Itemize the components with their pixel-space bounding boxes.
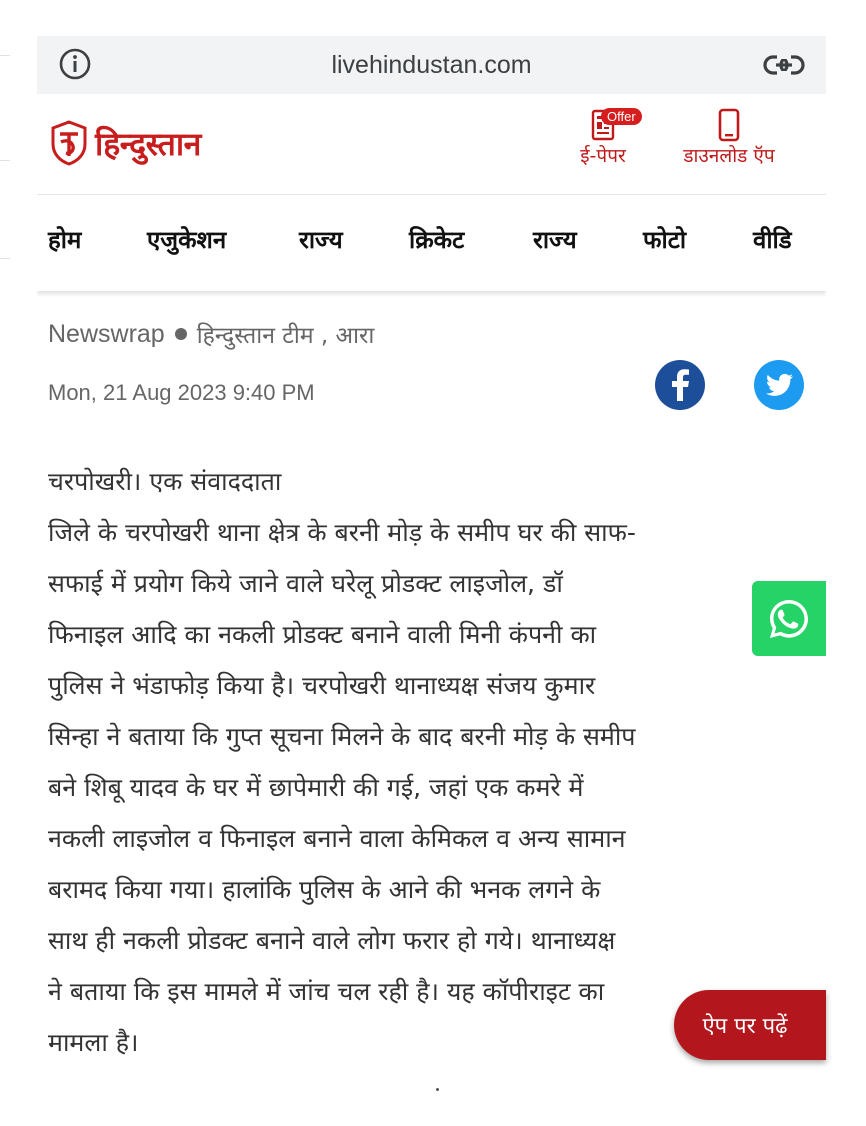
publish-date: Mon, 21 Aug 2023 9:40 PM <box>48 380 315 405</box>
article-line: मामला है। <box>48 1028 139 1057</box>
nav-item-state[interactable]: राज्य <box>299 226 343 254</box>
site-header <box>37 94 826 195</box>
nav-item-state-2[interactable]: राज्य <box>533 226 577 254</box>
nav-bar <box>37 195 826 291</box>
article-line: सिन्हा ने बताया कि गुप्त सूचना मिलने के बाद बरनी मोड़ के समीप <box>48 722 636 751</box>
edge-line <box>0 160 10 161</box>
download-app-link[interactable] <box>659 108 799 168</box>
twitter-icon[interactable] <box>753 359 805 411</box>
url-bar[interactable] <box>37 36 826 94</box>
article-body <box>48 456 818 1068</box>
article-line: पुलिस ने भंडाफोड़ किया है। चरपोखरी थानाध्यक्ष संजय कुमार <box>48 671 596 700</box>
url-text[interactable]: livehindustan.com <box>331 50 532 79</box>
article-line: साथ ही नकली प्रोडक्ट बनाने वाले लोग फरार हो गये। थानाध्यक्ष <box>48 926 616 955</box>
byline <box>48 318 374 350</box>
brand-shield-icon <box>51 120 87 166</box>
article-line: नकली लाइजोल व फिनाइल बनाने वाला केमिकल व अन्य सामान <box>48 824 626 853</box>
page-indicator-dot <box>436 1088 439 1091</box>
separator-dot <box>175 328 187 340</box>
article-line: चरपोखरी। एक संवाददाता <box>48 467 282 496</box>
link-icon[interactable] <box>762 50 806 80</box>
article-line: बरामद किया गया। हालांकि पुलिस के आने की भनक लगने के <box>48 875 601 904</box>
author-label: हिन्दुस्तान टीम , आरा <box>196 323 375 349</box>
nav-item-photo[interactable]: फोटो <box>643 226 687 254</box>
whatsapp-icon <box>765 595 813 643</box>
browser-frame <box>37 36 826 1076</box>
article-line: बने शिबू यादव के घर में छापेमारी की गई, जहां एक कमरे में <box>48 773 584 802</box>
download-label: डाउनलोड ऍप <box>683 145 775 167</box>
read-on-app-button[interactable]: ऐप पर पढ़ें <box>674 990 826 1060</box>
phone-icon <box>717 108 741 142</box>
article-line: सफाई में प्रयोग किये जाने वाले घरेलू प्रोडक्ट लाइजोल, डॉ <box>48 569 563 598</box>
article-line: जिले के चरपोखरी थाना क्षेत्र के बरनी मोड़ के समीप घर की साफ- <box>48 518 636 547</box>
article-line: ने बताया कि इस मामले में जांच चल रही है। यह कॉपीराइट का <box>48 977 605 1006</box>
nav-item-video[interactable]: वीडि <box>753 226 792 254</box>
whatsapp-share-button[interactable] <box>752 581 826 656</box>
nav-item-education[interactable]: एजुकेशन <box>147 226 227 254</box>
brand-name: हिन्दुस्तान <box>95 124 201 163</box>
facebook-icon[interactable] <box>654 359 706 411</box>
epaper-label: ई-पेपर <box>580 145 626 167</box>
category-label[interactable]: Newswrap <box>48 319 165 348</box>
epaper-link[interactable] <box>563 108 643 168</box>
nav-item-cricket[interactable]: क्रिकेट <box>409 226 465 254</box>
edge-line <box>0 55 10 56</box>
offer-badge: Offer <box>601 108 642 125</box>
article-line: फिनाइल आदि का नकली प्रोडक्ट बनाने वाली मिनी कंपनी का <box>48 620 597 649</box>
nav-item-home[interactable]: होम <box>48 226 82 254</box>
info-icon[interactable] <box>59 48 91 80</box>
edge-line <box>0 258 10 259</box>
site-logo[interactable] <box>51 120 201 166</box>
